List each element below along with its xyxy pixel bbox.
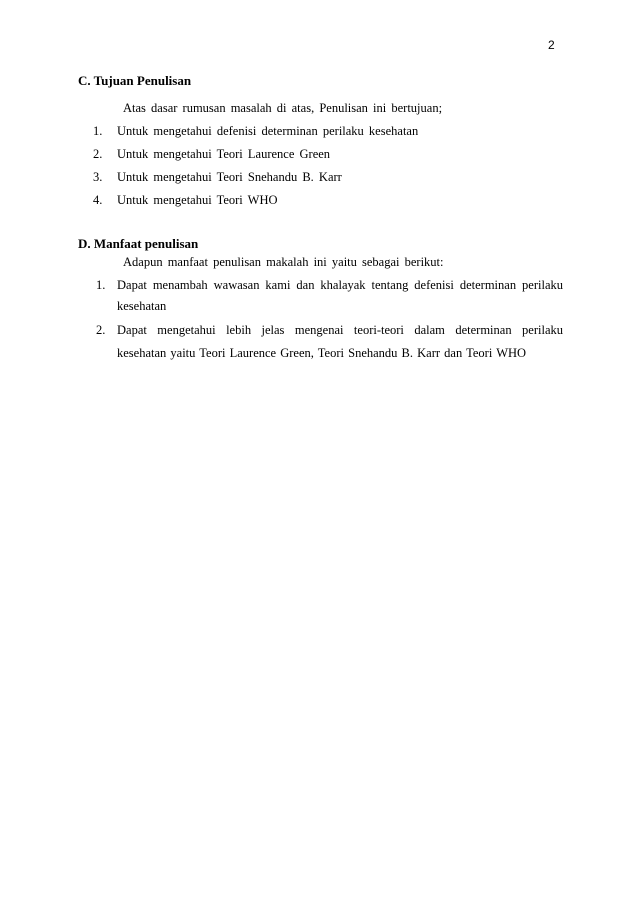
section-d-item-1-line-2: kesehatan xyxy=(117,299,167,313)
page-number: 2 xyxy=(548,38,555,52)
section-c-item-2-number: 2. xyxy=(93,147,103,161)
section-c-item-3-text: Untuk mengetahui Teori Snehandu B. Karr xyxy=(117,170,342,184)
section-d-item-1-line-1: Dapat menambah wawasan kami dan khalayak tentang defenisi determinan perilaku xyxy=(117,278,563,292)
section-c-heading: C. Tujuan Penulisan xyxy=(78,73,192,88)
section-c-item-4-number: 4. xyxy=(93,193,103,207)
section-c-item-3-number: 3. xyxy=(93,170,103,184)
section-d-intro: Adapun manfaat penulisan makalah ini yaitu sebagai berikut: xyxy=(123,255,444,269)
section-c-item-2-text: Untuk mengetahui Teori Laurence Green xyxy=(117,147,331,161)
section-c-intro: Atas dasar rumusan masalah di atas, Penulisan ini bertujuan; xyxy=(123,101,443,115)
section-c-item-1-number: 1. xyxy=(93,124,103,138)
section-d-item-1-number: 1. xyxy=(96,278,106,292)
section-d-heading: D. Manfaat penulisan xyxy=(78,236,199,251)
section-c-item-4-text: Untuk mengetahui Teori WHO xyxy=(117,193,278,207)
section-d-item-2-number: 2. xyxy=(96,323,106,337)
section-d-item-2-line-2: kesehatan yaitu Teori Laurence Green, Teori Snehandu B. Karr dan Teori WHO xyxy=(117,346,527,360)
section-c-item-1-text: Untuk mengetahui defenisi determinan perilaku kesehatan xyxy=(117,124,419,138)
section-d-item-2-line-1: Dapat mengetahui lebih jelas mengenai teori-teori dalam determinan perilaku xyxy=(117,323,563,337)
